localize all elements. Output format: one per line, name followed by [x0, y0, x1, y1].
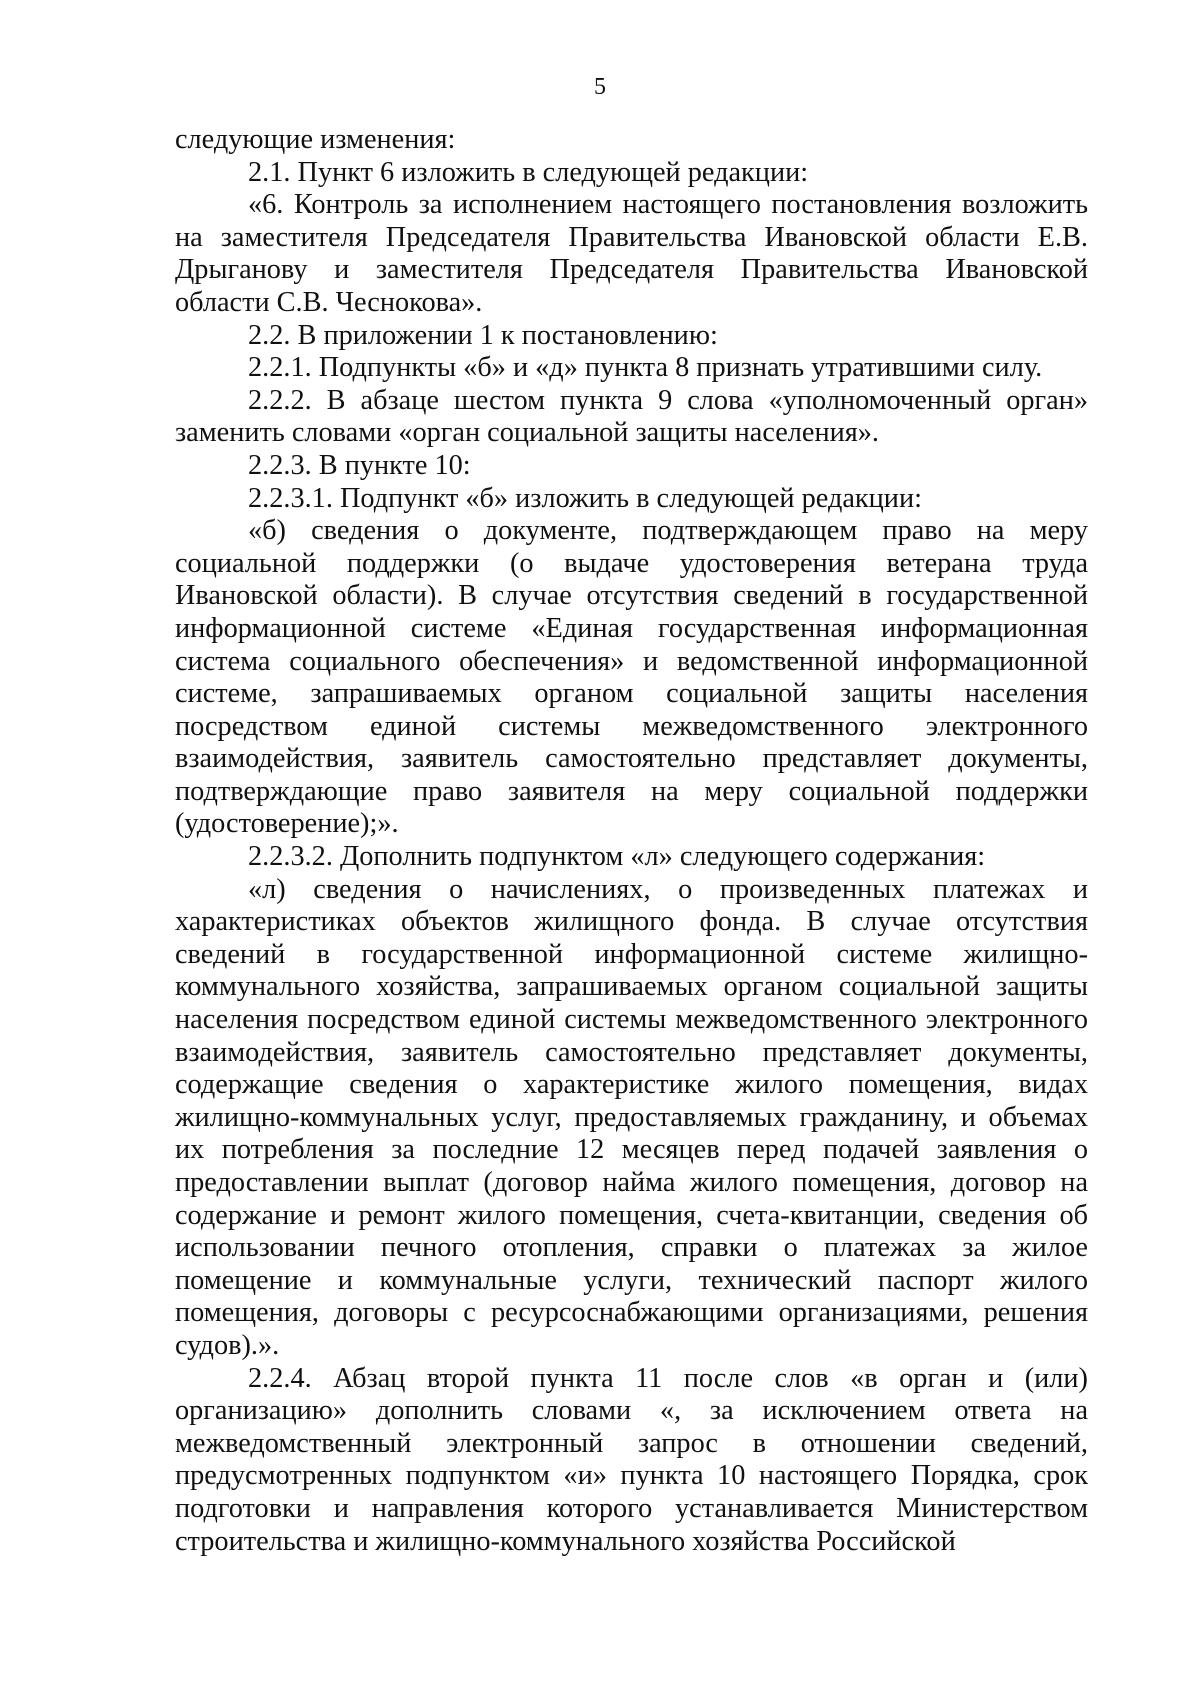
paragraph-item-6-text: «6. Контроль за исполнением настоящего постановления возложить на заместителя Председателя Правительства Ивановской области Е.В. Дрыганову и заместителя Председателя Правительства Ивановской области С.В. Чеснокова». [175, 189, 1088, 318]
paragraph-item-2-1: 2.1. Пункт 6 изложить в следующей редакции: [248, 156, 809, 188]
page-number: 5 [594, 74, 606, 100]
paragraph-item-2-2-4: 2.2.4. Абзац второй пункта 11 после слов «в орган и (или) организацию» дополнить словами «, за исключением ответа на межведомственный электронный запрос в отношении сведений, предусмотренных подпунктом «и» пункта 10 настоящего Порядка, срок подготовки и направления которого устанавливается Министерством строительства и жилищно-коммунального хозяйства Российской [175, 1362, 1088, 1557]
paragraph-subitem-l-text: «л) сведения о начислениях, о произведенных платежах и характеристиках объектов жилищного фонда. В случае отсутствия сведений в государственной информационной системе жилищно-коммунального хозяйства, запрашиваемых органом социальной защиты населения посредством единой системы межведомственного электронного взаимодействия, заявитель самостоятельно представляет документы, содержащие сведения о характеристике жилого помещения, видах жилищно-коммунальных услуг, предоставляемых гражданину, и объемах их потребления за последние 12 месяцев перед подачей заявления о предоставлении выплат (договор найма жилого помещения, договор на содержание и ремонт жилого помещения, счета-квитанции, сведения об использовании печного отопления, справки о платежах за жилое помещение и коммунальные услуги, технический паспорт жилого помещения, договоры с ресурсоснабжающими организациями, решения судов).». [175, 873, 1088, 1361]
paragraph-subitem-b-text: «б) сведения о документе, подтверждающем право на меру социальной поддержки (о выдаче удостоверения ветерана труда Ивановской области). В случае отсутствия сведений в государственной информационной системе «Единая государственная информационная система социального обеспечения» и ведомственной информационной системе, запрашиваемых органом социальной защиты населения посредством единой системы межведомственного электронного взаимодействия, заявитель самостоятельно представляет документы, подтверждающие право заявителя на меру социальной поддержки (удостоверение);». [175, 515, 1088, 840]
paragraph-item-2-2-1: 2.2.1. Подпункты «б» и «д» пункта 8 признать утратившими силу. [248, 352, 1043, 384]
paragraph-item-2-2-3-2: 2.2.3.2. Дополнить подпунктом «л» следующего содержания: [248, 841, 986, 873]
document-body [175, 124, 1088, 1558]
paragraph-continuation: следующие изменения: [175, 124, 456, 155]
paragraph-item-2-2-2: 2.2.2. В абзаце шестом пункта 9 слова «уполномоченный орган» заменить словами «орган социальной защиты населения». [175, 384, 1088, 449]
paragraph-item-2-2: 2.2. В приложении 1 к постановлению: [248, 319, 718, 351]
paragraph-item-2-2-3: 2.2.3. В пункте 10: [248, 449, 471, 481]
paragraph-item-2-2-3-1: 2.2.3.1. Подпункт «б» изложить в следующей редакции: [248, 482, 922, 514]
